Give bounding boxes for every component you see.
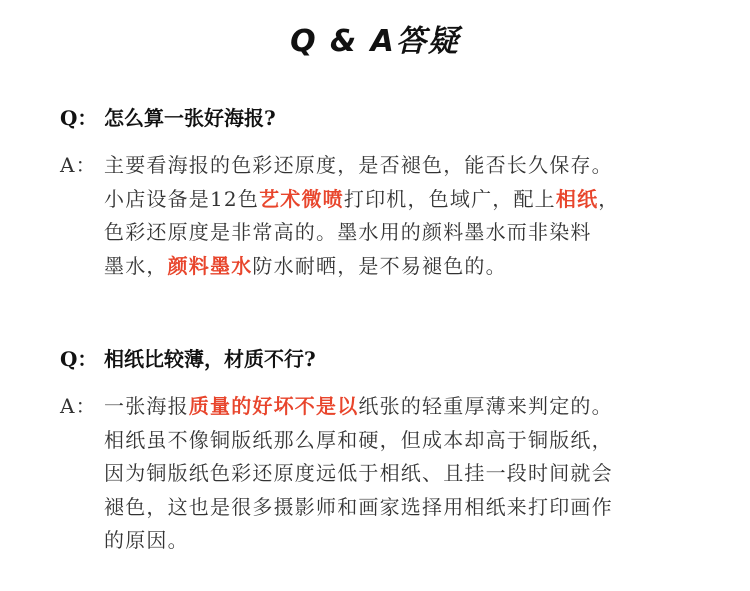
- answer-line: [104, 250, 720, 284]
- answer-line: [104, 390, 720, 424]
- answer-prefix: A：: [60, 153, 97, 177]
- answer-text: 色彩还原度是非常高的。墨水用的颜料墨水而非染料: [104, 220, 592, 244]
- answer-line: [104, 183, 720, 217]
- qa-item-1: [60, 103, 720, 283]
- answer-line: [104, 216, 720, 250]
- answer-text: 打印机，色域广，配上: [343, 186, 556, 211]
- answer-text: 小店设备是12色: [104, 186, 260, 211]
- highlight-text: 艺术微喷: [259, 186, 344, 211]
- question: [60, 344, 720, 374]
- answer-line: [104, 524, 720, 558]
- answer: [60, 149, 720, 283]
- answer: [60, 390, 720, 558]
- answer-prefix: A：: [60, 394, 97, 418]
- question: [60, 103, 720, 133]
- question-text: 相纸比较薄，材质不行?: [104, 347, 316, 371]
- answer-line: [104, 457, 720, 491]
- highlight-text: 质量的好坏不是以: [188, 394, 359, 418]
- highlight-text: 颜料墨水: [167, 253, 253, 278]
- answer-line: [104, 149, 720, 183]
- answer-body: [104, 390, 720, 558]
- highlight-text: 相纸: [555, 186, 599, 211]
- answer-text: 纸张的轻重厚薄来判定的。: [358, 394, 613, 418]
- answer-text: 主要看海报的色彩还原度，是否褪色，能否长久保存。: [104, 153, 613, 177]
- answer-line: [104, 424, 720, 458]
- answer-body: [104, 149, 720, 283]
- qa-item-2: [60, 344, 720, 558]
- answer-text: ，: [598, 186, 620, 211]
- question-text: 怎么算一张好海报?: [104, 106, 276, 130]
- answer-text: 的原因。: [104, 528, 189, 552]
- answer-text: 相纸虽不像铜版纸那么厚和硬，但成本却高于铜版纸，: [104, 427, 613, 452]
- question-prefix: Q：: [60, 347, 98, 371]
- answer-text: 因为铜版纸色彩还原度远低于相纸、且挂一段时间就会: [104, 461, 613, 485]
- answer-text: 防水耐晒，是不易褪色的。: [252, 253, 507, 278]
- answer-text: 一张海报: [104, 394, 189, 418]
- answer-text: 墨水，: [104, 253, 168, 278]
- page-title: Q & A答疑: [290, 24, 460, 59]
- answer-text: 褪色，这也是很多摄影师和画家选择用相纸来打印画作: [104, 494, 613, 519]
- question-prefix: Q：: [60, 106, 98, 130]
- answer-line: [104, 491, 720, 525]
